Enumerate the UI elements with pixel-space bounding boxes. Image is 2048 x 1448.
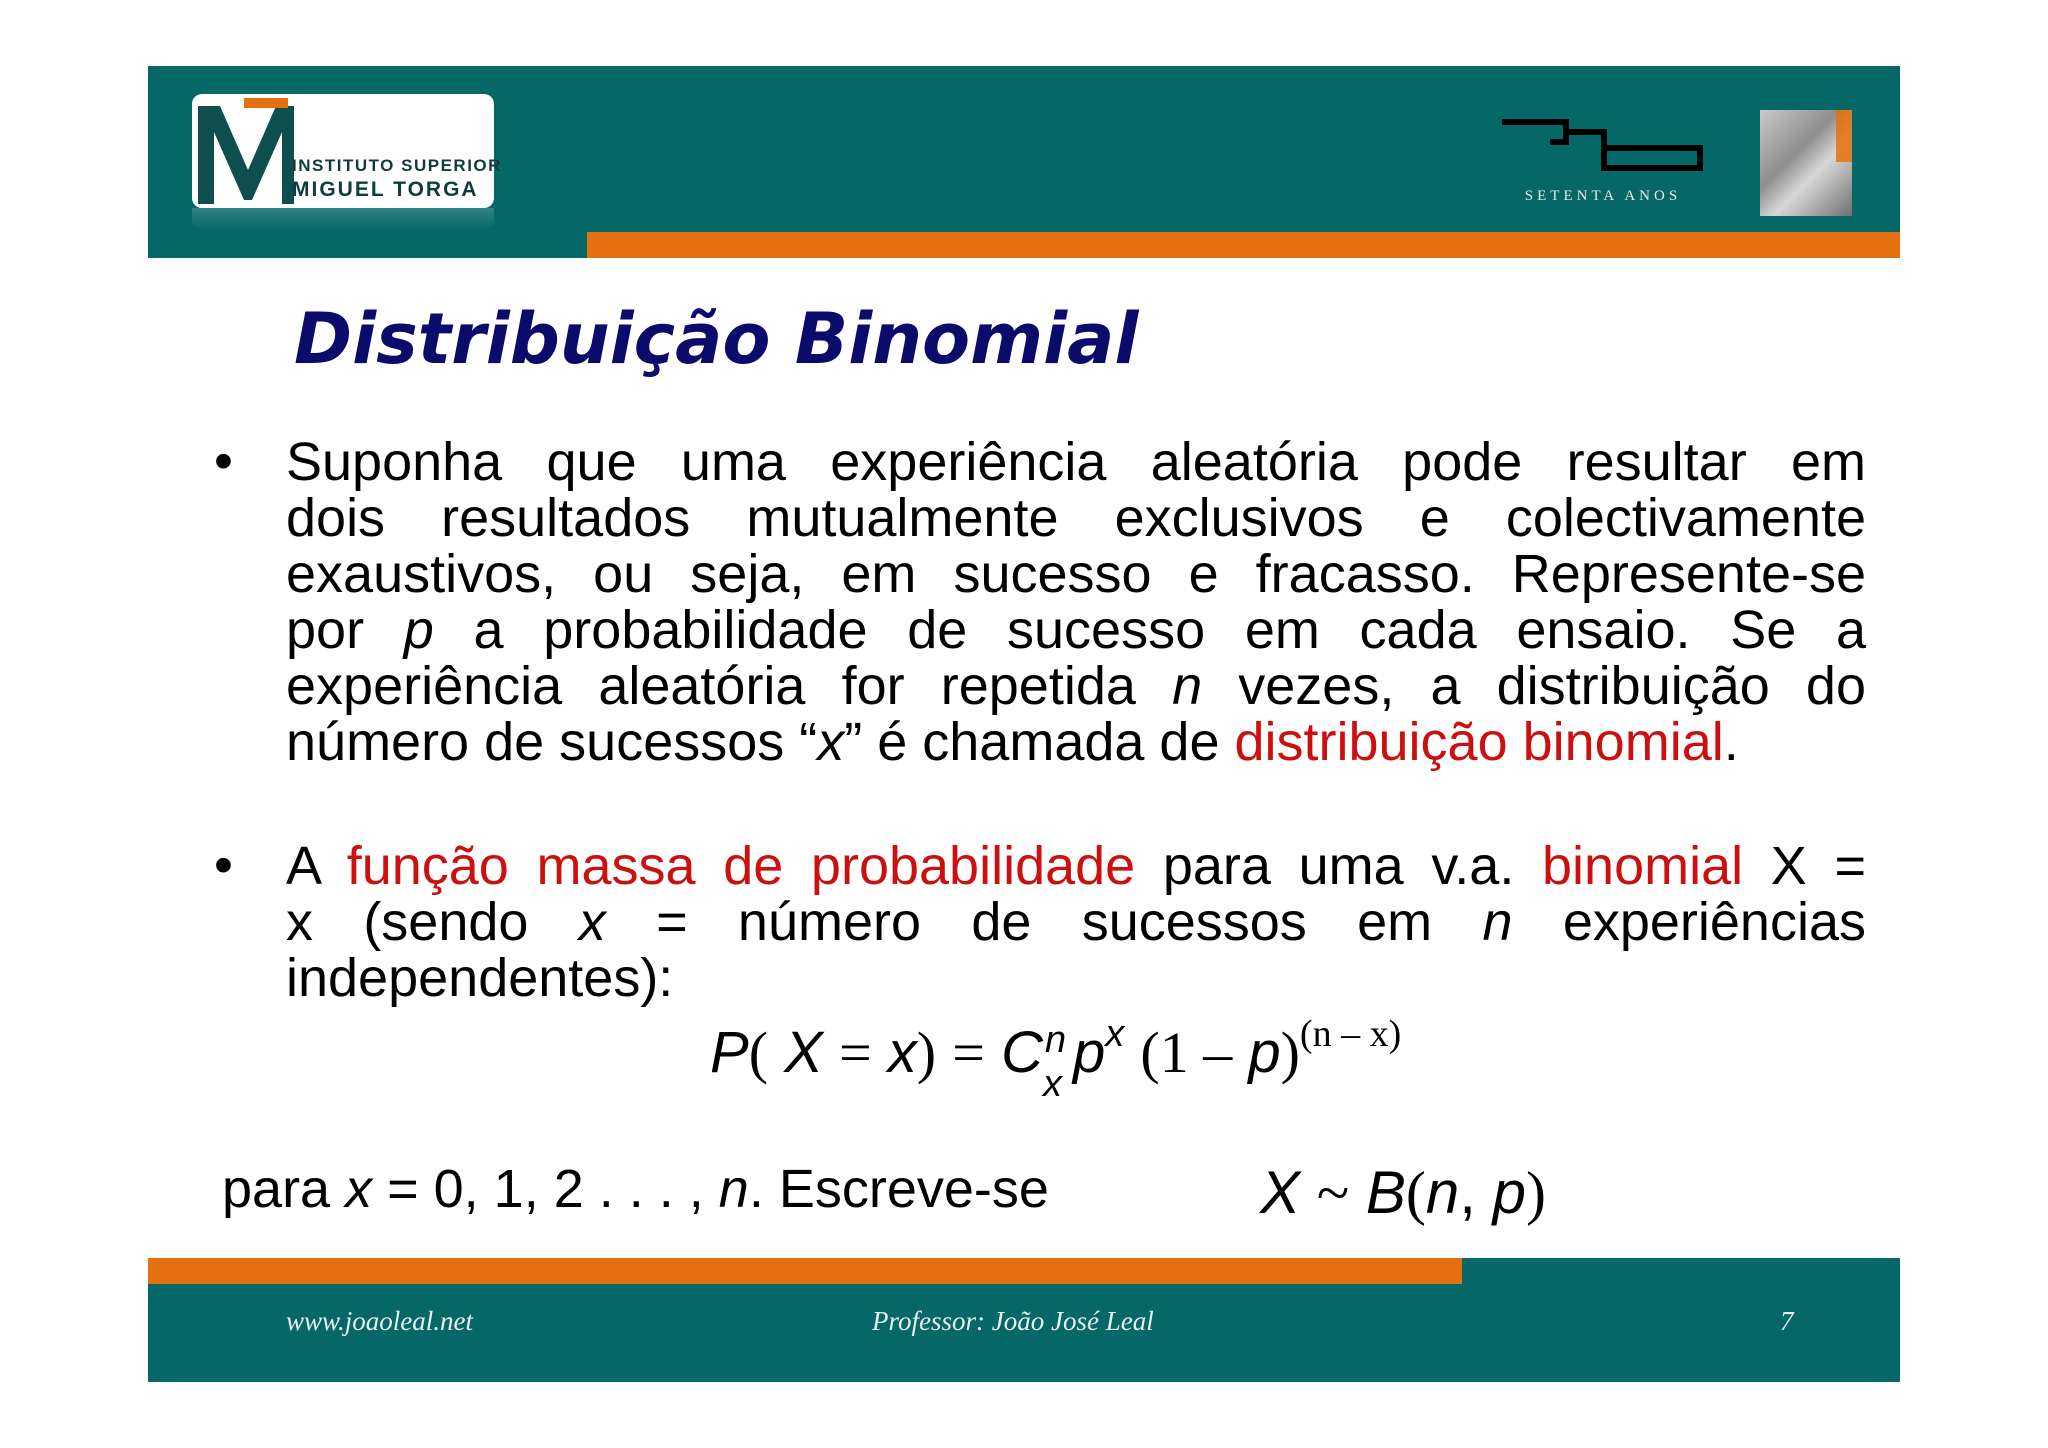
seventy-years-logo-icon bbox=[1500, 118, 1706, 174]
logo-text-line2: MIGUEL TORGA bbox=[292, 178, 479, 201]
b2-line3: independentes): bbox=[286, 948, 674, 1008]
b1-line3: exaustivos, ou seja, em sucesso e fracasso. Represente-se bbox=[286, 544, 1866, 604]
b1-line4: por p a probabilidade de sucesso em cada ensaio. Se a bbox=[286, 600, 1866, 660]
b2-line2: x (sendo x = número de sucessos em n experiências bbox=[286, 892, 1866, 952]
bullet-paragraph-1 bbox=[286, 434, 1866, 770]
header-orange-stripe bbox=[587, 232, 1900, 258]
logo-m-icon bbox=[190, 92, 308, 210]
highlight-distribuicao-binomial: distribuição binomial bbox=[1234, 712, 1724, 772]
footer-professor: Professor: João José Leal bbox=[872, 1306, 1154, 1336]
bullet-dot-2: • bbox=[214, 835, 233, 895]
seventy-years-caption: SETENTA ANOS bbox=[1524, 188, 1682, 204]
b1-line1: Suponha que uma experiência aleatória pode resultar em bbox=[286, 432, 1866, 492]
bullet-dot-1: • bbox=[214, 431, 233, 491]
slide-title: Distribuição Binomial bbox=[294, 298, 1139, 380]
range-statement: para x = 0, 1, 2 . . . , n. Escreve-se bbox=[222, 1159, 1049, 1219]
footer-page-number: 7 bbox=[1780, 1306, 1794, 1336]
logo-reflection bbox=[192, 208, 494, 230]
b1-line2: dois resultados mutualmente exclusivos e colectivamente bbox=[286, 488, 1866, 548]
logo-text-line1: INSTITUTO SUPERIOR bbox=[292, 156, 502, 175]
b1-line6: número de sucessos “x” é chamada de distribuição binomial. bbox=[286, 712, 1739, 772]
b2-line1: A função massa de probabilidade para uma v.a. binomial X = bbox=[286, 836, 1867, 896]
bullet-paragraph-2 bbox=[286, 838, 1866, 1006]
binomial-pmf-formula: P( X = x) = C n x $p^x$ (1 – p)$^{(n - x)}$ bbox=[710, 1013, 1402, 1105]
highlight-binomial: binomial bbox=[1542, 836, 1744, 896]
highlight-funcao-massa: função massa de probabilidade bbox=[346, 836, 1136, 896]
b1-line5: experiência aleatória for repetida n vezes, a distribuição do bbox=[286, 656, 1866, 716]
footer-orange-stripe bbox=[148, 1258, 1462, 1284]
photo-accent bbox=[1836, 110, 1852, 162]
binomial-notation: X ~ B(n, p) bbox=[1260, 1159, 1546, 1226]
footer-website: www.joaoleal.net bbox=[286, 1306, 473, 1336]
